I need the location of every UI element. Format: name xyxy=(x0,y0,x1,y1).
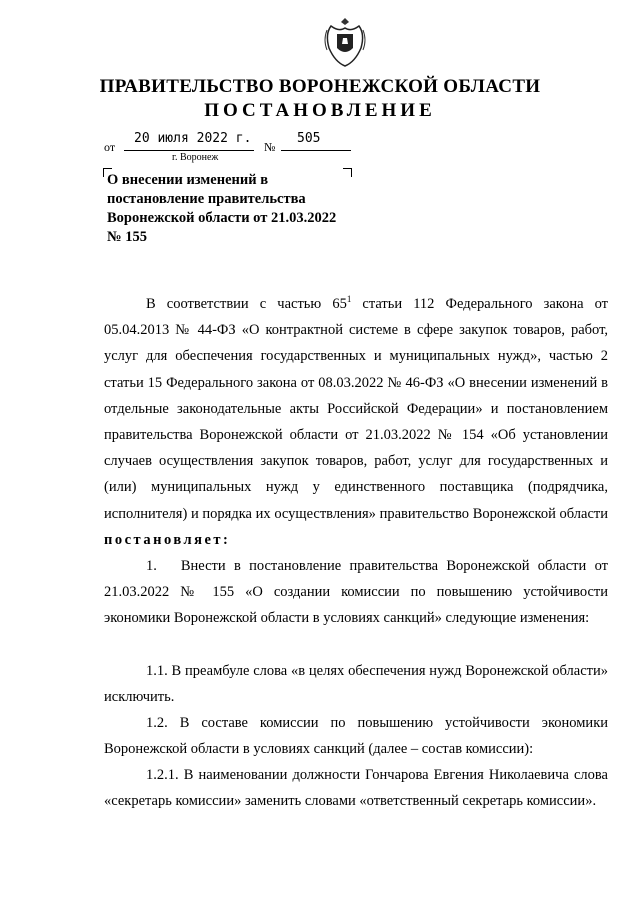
item-1-1 xyxy=(104,658,608,710)
number-value: 505 xyxy=(297,131,321,146)
item-1-2-1-text: 1.2.1. В наименовании должности Гончарова Евгения Николаевича слова «секретарь комиссии» заменить словами «ответственный секретарь комиссии». xyxy=(104,767,608,810)
item-1-1-text: 1.1. В преамбуле слова «в целях обеспечения нужд Воронежской области» исключить. xyxy=(104,663,608,706)
date-prefix: от xyxy=(104,140,116,154)
preamble-part-a: В соответствии с частью 65 xyxy=(146,296,347,312)
date-underline xyxy=(124,150,254,151)
city-label: г. Воронеж xyxy=(172,152,219,163)
item-1 xyxy=(104,553,608,632)
resolves-word: постановляет: xyxy=(104,531,231,548)
preamble-part-b: статьи 112 Федерального закона от 05.04.2013 № 44-ФЗ «О контрактной системе в сфере закупок товаров, работ, услуг для обеспечения государственных и муниципальных нужд», частью 2 статьи 15 Федерального закона от 08.03.2022 № 46-ФЗ «О внесении изменений в отдельные законодательные акты Российской Федерации» и постановлением правительства Воронежской области от 21.03.2022 № 154 «Об установлении случаев осуществления закупок товаров, работ, услуг для государственных и (или) муниципальных нужд у единственного поставщика (подрядчика, исполнителя) и порядка их осуществления» правительство Воронежской области xyxy=(104,296,609,522)
number-underline xyxy=(281,150,351,151)
item-1-2 xyxy=(104,710,608,762)
item-1-2-1 xyxy=(104,762,608,814)
government-title: ПРАВИТЕЛЬСТВО ВОРОНЕЖСКОЙ ОБЛАСТИ xyxy=(99,76,541,97)
document-type: ПОСТАНОВЛЕНИЕ xyxy=(204,100,436,121)
document-subject: О внесении изменений в постановление правительства Воронежской области от 21.03.2022 № 155 xyxy=(107,172,337,245)
item-1-text: Внести в постановление правительства Воронежской области от 21.03.2022 № 155 «О создании комиссии по повышению устойчивости экономики Воронежской области в условиях санкций» следующие изменения: xyxy=(104,558,608,627)
preamble xyxy=(104,291,608,553)
item-1-number: 1. xyxy=(146,558,157,574)
preamble-superscript: 1 xyxy=(346,294,352,305)
coat-of-arms-icon xyxy=(321,14,369,70)
date-value: 20 июля 2022 г. xyxy=(134,131,252,146)
number-prefix: № xyxy=(264,140,276,154)
item-1-2-text: 1.2. В составе комиссии по повышению устойчивости экономики Воронежской области в условиях санкций (далее – состав комиссии): xyxy=(104,715,608,758)
